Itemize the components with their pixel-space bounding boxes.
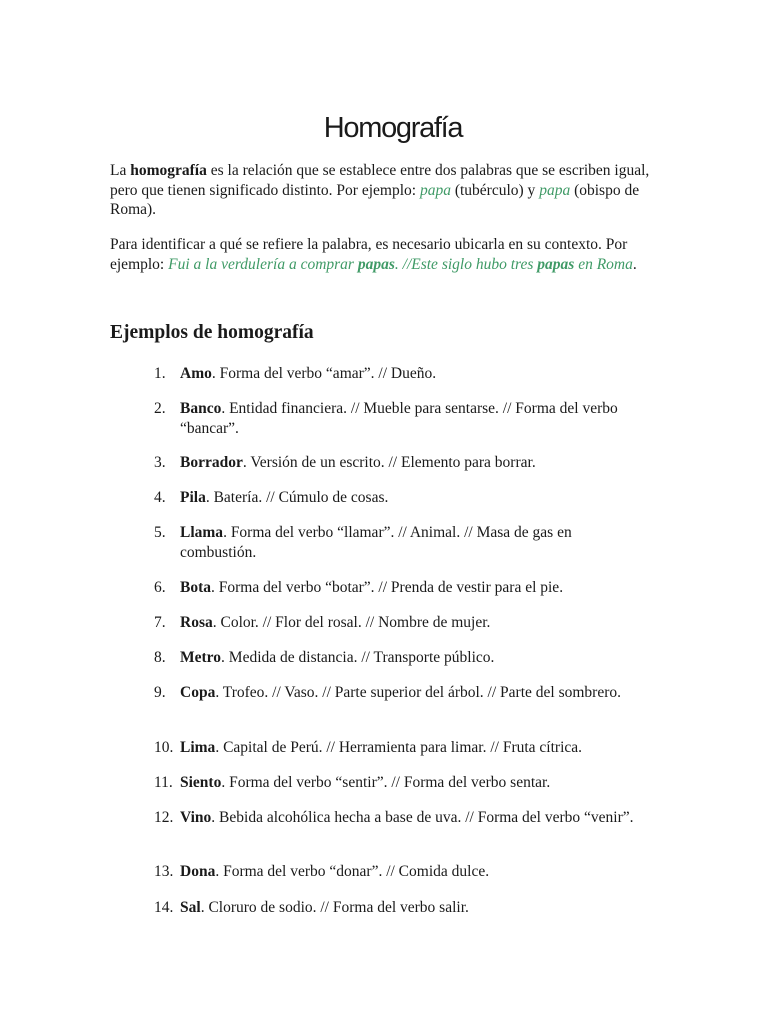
list-item-word: Copa [180, 684, 216, 701]
list-item-definition: . Trofeo. // Vaso. // Parte superior del árbol. // Parte del sombrero. [215, 684, 621, 701]
list-item-number: 3. [154, 454, 166, 471]
list-item-body [180, 648, 642, 668]
intro-text-2: es la relación que se establece entre dos palabras que se escriben igual, pero que tienen significado distinto. Por ejemplo: [110, 162, 650, 199]
list-item-body [180, 738, 642, 758]
list-item-definition: . Cloruro de sodio. // Forma del verbo salir. [200, 899, 469, 916]
list-item-number: 2. [154, 400, 166, 417]
context-example-c: . //Este siglo hubo tres [394, 255, 538, 273]
list-item-number: 11. [154, 774, 173, 791]
list-item-definition: . Capital de Perú. // Herramienta para limar. // Fruta cítrica. [215, 739, 583, 756]
list-item-definition: . Batería. // Cúmulo de cosas. [205, 489, 389, 506]
list-item-word: Vino [180, 809, 212, 826]
list-item-word: Bota [180, 579, 211, 596]
list-item-word: Amo [180, 365, 212, 382]
section-heading: Ejemplos de homografía [110, 322, 314, 343]
list-item-number: 10. [154, 739, 174, 756]
list-item-definition: . Medida de distancia. // Transporte público. [221, 649, 495, 666]
list-item-word: Dona [180, 863, 216, 880]
list-item-body [180, 453, 642, 473]
list-item-body [180, 578, 642, 598]
context-example-e: en Roma [574, 255, 633, 273]
list-item-body [180, 613, 642, 633]
intro-paragraph-definition [110, 161, 655, 220]
list-item-definition: . Entidad financiera. // Mueble para sentarse. // Forma del verbo “bancar”. [180, 400, 618, 437]
list-item-definition: . Color. // Flor del rosal. // Nombre de mujer. [212, 614, 491, 631]
context-example-bold-1: papas [357, 255, 395, 273]
list-item-body [180, 898, 642, 918]
list-item-body [180, 523, 642, 562]
list-item-definition: . Forma del verbo “donar”. // Comida dulce. [215, 863, 490, 880]
list-item-word: Siento [180, 774, 222, 791]
list-item-number: 4. [154, 489, 166, 506]
list-item-definition: . Forma del verbo “botar”. // Prenda de vestir para el pie. [211, 579, 564, 596]
list-item-word: Banco [180, 400, 222, 417]
list-item-body [180, 808, 642, 828]
intro-paragraph-context [110, 235, 655, 274]
list-item-number: 6. [154, 579, 166, 596]
list-item-number: 12. [154, 809, 174, 826]
list-item-word: Sal [180, 899, 201, 916]
context-text-2: . [632, 255, 637, 273]
list-item-number: 8. [154, 649, 166, 666]
list-item-body [180, 773, 642, 793]
list-item-definition: . Forma del verbo “amar”. // Dueño. [211, 365, 437, 382]
list-item-definition: . Versión de un escrito. // Elemento para borrar. [242, 454, 536, 471]
list-item-number: 7. [154, 614, 166, 631]
context-example [168, 256, 633, 273]
list-item-number: 13. [154, 863, 174, 880]
list-item-word: Llama [180, 524, 224, 541]
list-item-word: Borrador [180, 454, 243, 471]
term-bold: homografía [130, 162, 207, 179]
page-title: Homografía [323, 112, 463, 144]
example-word-2: papa [539, 181, 571, 199]
context-example-a: Fui a la verdulería a comprar [168, 255, 358, 273]
list-item-body [180, 364, 642, 384]
list-item-word: Rosa [180, 614, 213, 631]
list-item-body [180, 862, 642, 882]
list-item-number: 14. [154, 899, 174, 916]
list-item-body [180, 488, 642, 508]
intro-text-1: La [110, 162, 131, 179]
intro-text-3: (tubérculo) y [450, 181, 540, 199]
list-item-definition: . Bebida alcohólica hecha a base de uva. // Forma del verbo “venir”. [211, 809, 634, 826]
example-word-1: papa [419, 181, 451, 199]
context-text-1: Para identificar a qué se refiere la palabra, es necesario ubicarla en su contexto. Por ejemplo: [110, 236, 628, 273]
list-item-definition: . Forma del verbo “llamar”. // Animal. // Masa de gas en combustión. [180, 524, 572, 561]
list-item-definition: . Forma del verbo “sentir”. // Forma del verbo sentar. [221, 774, 551, 791]
list-item-word: Metro [180, 649, 222, 666]
list-item-body [180, 399, 642, 438]
list-item-number: 1. [154, 365, 166, 382]
intro-text-4: (obispo de Roma). [110, 181, 640, 218]
context-example-bold-2: papas [537, 255, 575, 273]
list-item-number: 5. [154, 524, 166, 541]
list-item-body [180, 683, 642, 703]
list-item-number: 9. [154, 684, 166, 701]
list-item-word: Pila [180, 489, 206, 506]
list-item-word: Lima [180, 739, 216, 756]
